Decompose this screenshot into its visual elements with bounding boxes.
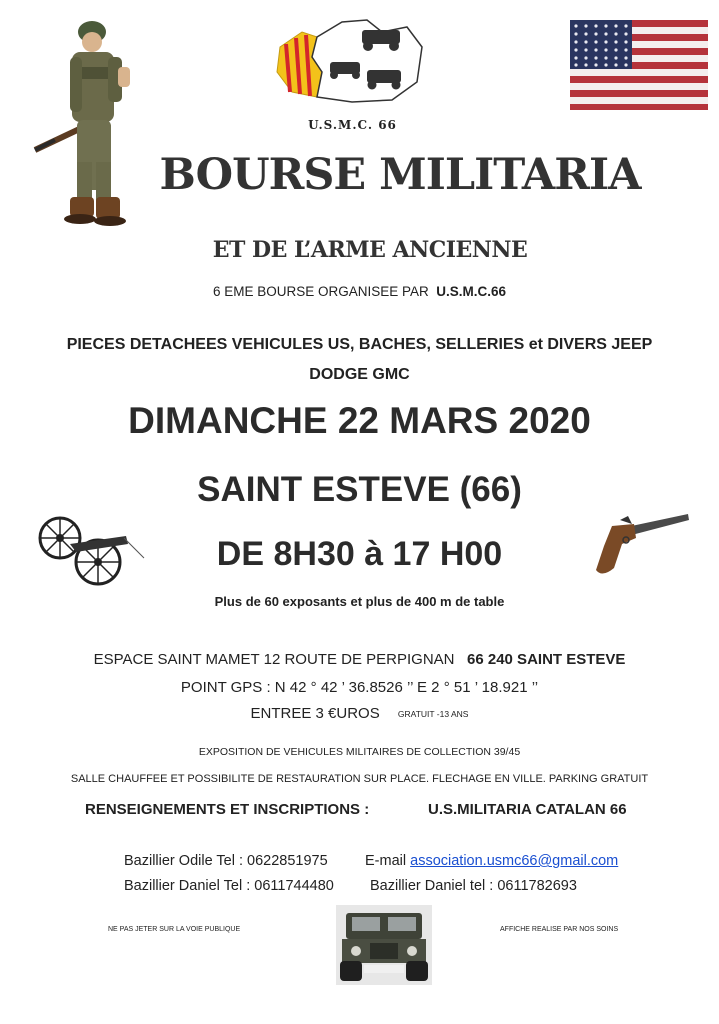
usmc66-logo: [272, 12, 432, 112]
footer-note-left: NE PAS JETER SUR LA VOIE PUBLIQUE: [108, 926, 241, 933]
pistol-image: [592, 508, 690, 586]
poster-subtitle: ET DE L’ARME ANCIENNE: [212, 237, 528, 263]
amenities-info: SALLE CHAUFFEE ET POSSIBILITE DE RESTAURATION SUR PLACE. FLECHAGE EN VILLE. PARKING GRATUIT: [70, 773, 649, 785]
cannon-image: [36, 510, 148, 592]
entry-price-line: [0, 705, 719, 722]
venue-street: ESPACE SAINT MAMET 12 ROUTE DE PERPIGNAN: [93, 651, 455, 668]
parts-line-1: PIECES DETACHEES VEHICULES US, BACHES, SELLERIES et DIVERS JEEP: [66, 336, 653, 353]
poster-title: BOURSE MILITARIA: [159, 150, 641, 200]
venue-city: 66 240 SAINT ESTEVE: [467, 651, 626, 668]
exhibition-info: EXPOSITION DE VEHICULES MILITAIRES DE COLLECTION 39/45: [198, 746, 521, 758]
organiser-line: [0, 284, 719, 299]
event-place: SAINT ESTEVE (66): [197, 470, 522, 509]
contact-daniel-1: Bazillier Daniel Tel : 0611744480: [124, 878, 334, 894]
entry-free-note: GRATUIT -13 ANS: [397, 709, 469, 720]
parts-line-2: DODGE GMC: [309, 366, 410, 383]
soldier-image: [30, 12, 155, 237]
info-organisation: U.S.MILITARIA CATALAN 66: [428, 801, 627, 818]
email-label: E-mail: [365, 853, 407, 869]
exhibitors-info: Plus de 60 exposants et plus de 400 m de table: [214, 594, 505, 609]
footer-note-right: AFFICHE REALISE PAR NOS SOINS: [500, 926, 619, 933]
us-flag-image: [570, 20, 708, 110]
info-label: RENSEIGNEMENTS ET INSCRIPTIONS :: [85, 801, 370, 818]
jeep-image: [336, 905, 432, 985]
contact-daniel-2: Bazillier Daniel tel : 0611782693: [370, 878, 577, 894]
organiser-name: U.S.M.C.66: [436, 284, 507, 299]
email-link[interactable]: association.usmc66@gmail.com: [410, 853, 619, 869]
organiser-prefix: 6 EME BOURSE ORGANISEE PAR: [212, 284, 429, 299]
event-date: DIMANCHE 22 MARS 2020: [128, 400, 591, 441]
logo-caption: U.S.M.C. 66: [308, 118, 397, 132]
event-hours: DE 8H30 à 17 H00: [216, 535, 503, 573]
contact-odile: Bazillier Odile Tel : 0622851975: [124, 853, 328, 869]
gps-coordinates: POINT GPS : N 42 ° 42 ’ 36.8526 ’’ E 2 ° 51 ’ 18.921 ’’: [180, 679, 539, 696]
entry-price: ENTREE 3 €UROS: [250, 705, 380, 722]
venue-address: [0, 651, 719, 668]
contact-email: [365, 853, 618, 869]
